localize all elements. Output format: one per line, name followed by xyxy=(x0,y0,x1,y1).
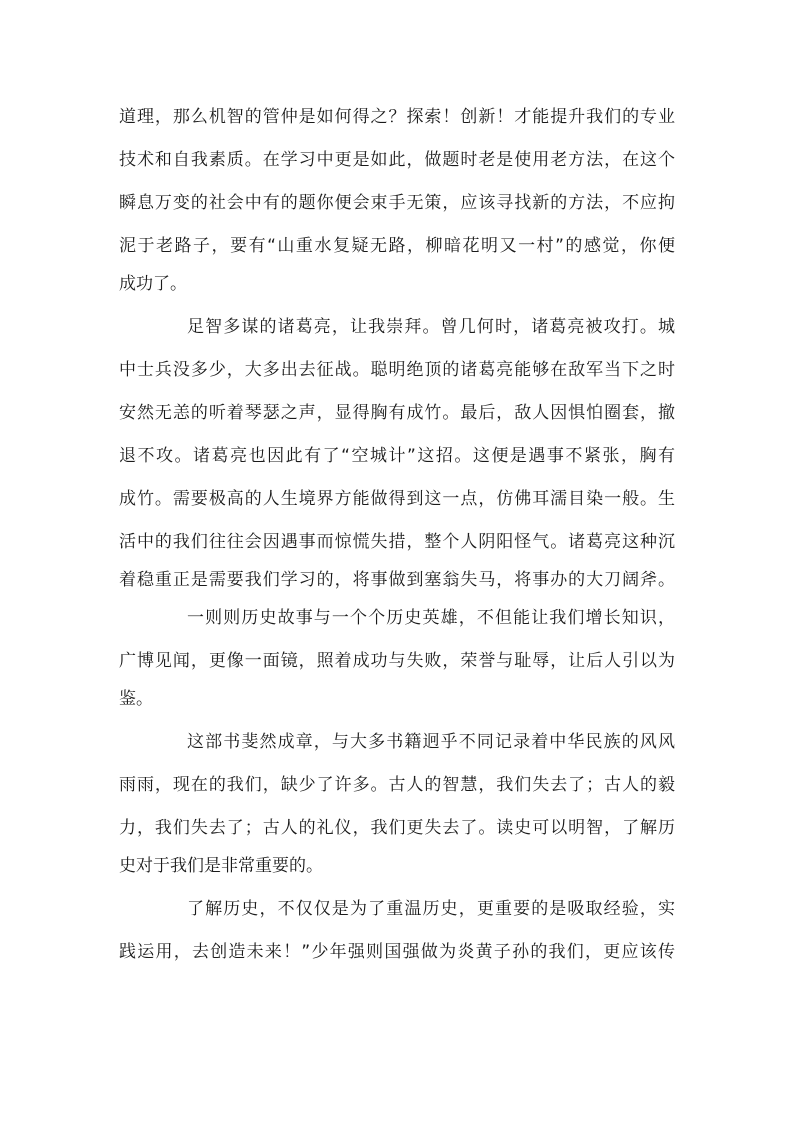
paragraph-2-line-3: 安然无恙的听着琴瑟之声，显得胸有成竹。最后，敌人因惧怕圈套，撤 xyxy=(119,403,675,423)
paragraph-1-line-5: 成功了。 xyxy=(119,274,187,294)
paragraph-1-line-3: 瞬息万变的社会中有的题你便会束手无策，应该寻找新的方法，不应拘 xyxy=(119,193,675,213)
paragraph-2-line-2: 中士兵没多少，大多出去征战。聪明绝顶的诸葛亮能够在敌军当下之时 xyxy=(119,360,675,380)
paragraph-1-line-1: 道理，那么机智的管仲是如何得之？探索！创新！才能提升我们的专业 xyxy=(119,107,675,127)
paragraph-2-line-4: 退不攻。诸葛亮也因此有了“空城计”这招。这便是遇事不紧张，胸有 xyxy=(119,446,675,466)
paragraph-2-line-1: 足智多谋的诸葛亮，让我崇拜。曾几何时，诸葛亮被攻打。城 xyxy=(187,317,675,337)
paragraph-4-line-3: 力，我们失去了；古人的礼仪，我们更失去了。读史可以明智，了解历 xyxy=(119,818,675,838)
paragraph-1-line-4: 泥于老路子，要有“山重水复疑无路，柳暗花明又一村”的感觉，你便 xyxy=(119,236,675,256)
paragraph-1-line-2: 技术和自我素质。在学习中更是如此，做题时老是使用老方法，在这个 xyxy=(119,150,675,170)
paragraph-2-line-5: 成竹。需要极高的人生境界方能做得到这一点，仿佛耳濡目染一般。生 xyxy=(119,489,675,509)
paragraph-4-line-4: 史对于我们是非常重要的。 xyxy=(119,856,323,876)
paragraph-2-line-7: 着稳重正是需要我们学习的，将事做到塞翁失马，将事办的大刀阔斧。 xyxy=(119,570,675,590)
paragraph-4-line-1: 这部书斐然成章，与大多书籍迥乎不同记录着中华民族的风风 xyxy=(187,732,675,752)
paragraph-2-line-6: 活中的我们往往会因遇事而惊慌失措，整个人阴阳怪气。诸葛亮这种沉 xyxy=(119,532,675,552)
paragraph-5-line-1: 了解历史，不仅仅是为了重温历史，更重要的是吸取经验，实 xyxy=(187,899,675,919)
paragraph-3-line-3: 鉴。 xyxy=(119,689,153,709)
paragraph-3-line-2: 广博见闻，更像一面镜，照着成功与失败，荣誉与耻辱，让后人引以为 xyxy=(119,651,675,671)
paragraph-5-line-2: 践运用，去创造未来！”少年强则国强做为炎黄子孙的我们，更应该传 xyxy=(119,942,675,962)
paragraph-4-line-2: 雨雨，现在的我们，缺少了许多。古人的智慧，我们失去了；古人的毅 xyxy=(119,775,675,795)
paragraph-3-line-1: 一则则历史故事与一个个历史英雄，不但能让我们增长知识， xyxy=(187,608,675,628)
